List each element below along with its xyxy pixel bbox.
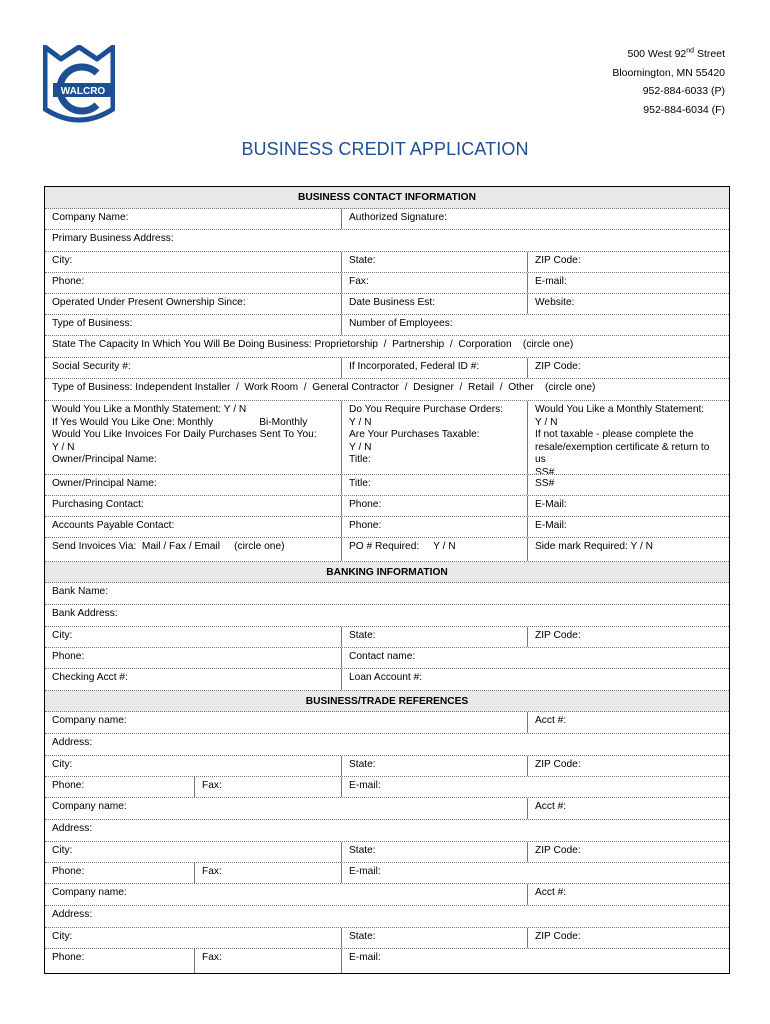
phone-field[interactable]: Phone: [52, 780, 85, 791]
form-row [45, 842, 729, 863]
ownership-since-field[interactable]: Operated Under Present Ownership Since: [52, 297, 246, 308]
bank-address-field[interactable]: Bank Address: [52, 608, 118, 619]
zip-field[interactable]: ZIP Code: [527, 252, 729, 272]
credit-application-form [44, 186, 730, 974]
fax-number: 952-884-6034 (F) [643, 103, 725, 116]
city-field[interactable]: City: [52, 845, 73, 856]
form-row [45, 949, 729, 973]
walcro-logo [43, 45, 115, 125]
business-type-options[interactable]: Type of Business: Independent Installer / Work Room / General Contractor / Designer / Retail / Other (circle one) [52, 382, 596, 393]
company-name-field[interactable]: Company Name: [52, 212, 129, 223]
form-row [45, 315, 729, 336]
phone-field[interactable]: Phone: [341, 517, 527, 537]
contact-name-field[interactable]: Contact name: [341, 648, 729, 668]
business-capacity-field[interactable]: State The Capacity In Which You Will Be Doing Business: Proprietorship / Partnership / Corporation (circle one) [52, 339, 574, 350]
resale-note: If not taxable - please complete the [535, 429, 694, 440]
form-row [45, 756, 729, 777]
logo-text: WALCRO [60, 86, 106, 97]
state-field[interactable]: State: [341, 252, 527, 272]
phone-field[interactable]: Phone: [341, 496, 527, 516]
section-title: BUSINESS CONTACT INFORMATION [298, 192, 476, 203]
section-title: BUSINESS/TRADE REFERENCES [305, 696, 469, 707]
ap-contact-field[interactable]: Accounts Payable Contact: [52, 520, 175, 531]
section-header-banking [45, 562, 729, 583]
fax-field[interactable]: Fax: [194, 863, 341, 883]
form-row [45, 669, 729, 691]
form-row [45, 712, 729, 734]
email-field[interactable]: E-mail: [341, 777, 729, 797]
phone-number: 952-884-6033 (P) [642, 85, 725, 97]
zip-field[interactable]: ZIP Code: [527, 358, 729, 378]
form-row [45, 648, 729, 669]
form-row [45, 273, 729, 294]
page-title: BUSINESS CREDIT APPLICATION [241, 139, 529, 159]
invoice-question: Would You Like Invoices For Daily Purchases Sent To You: [52, 429, 317, 440]
website-field[interactable]: Website: [527, 294, 729, 314]
phone-field[interactable]: Phone: [52, 866, 85, 877]
statement-answer: Y / N [535, 416, 558, 428]
section-title: BANKING INFORMATION [326, 567, 448, 578]
form-row [45, 820, 729, 842]
resale-preferences[interactable] [527, 401, 729, 474]
address-line2: Bloomington, MN 55420 [612, 66, 725, 79]
form-row [45, 798, 729, 820]
form-row [45, 496, 729, 517]
checking-account-field[interactable]: Checking Acct #: [52, 672, 128, 683]
zip-field[interactable]: ZIP Code: [527, 627, 729, 647]
purchase-order-preferences[interactable] [341, 401, 527, 474]
title-label: Title: [349, 454, 371, 465]
zip-field[interactable]: ZIP Code: [527, 842, 729, 862]
po-answer: Y / N [349, 416, 372, 428]
form-row [45, 538, 729, 562]
statement-frequency: If Yes Would You Like One: Monthly Bi-Monthly [52, 416, 308, 428]
purchasing-contact-field[interactable]: Purchasing Contact: [52, 499, 144, 510]
form-row [45, 230, 729, 252]
form-row [45, 475, 729, 496]
send-invoices-field[interactable]: Send Invoices Via: Mail / Fax / Email (circle one) [52, 541, 285, 552]
section-header-contact [45, 187, 729, 209]
title-field[interactable]: Title: [341, 475, 527, 495]
form-row [45, 336, 729, 358]
form-row [45, 928, 729, 949]
state-field[interactable]: State: [341, 928, 527, 948]
reference-company-field[interactable]: Company name: [52, 715, 127, 726]
state-field[interactable]: State: [341, 756, 527, 776]
email-field[interactable]: E-mail: [341, 863, 729, 883]
primary-address-field[interactable]: Primary Business Address: [52, 233, 174, 244]
reference-company-field[interactable]: Company name: [52, 887, 127, 898]
form-row [45, 863, 729, 884]
email-field[interactable]: E-Mail: [527, 496, 729, 516]
taxable-question: Are Your Purchases Taxable: [349, 429, 480, 440]
form-row [45, 884, 729, 906]
number-of-employees-field[interactable]: Number of Employees: [341, 315, 729, 335]
form-row [45, 358, 729, 379]
fax-field[interactable]: Fax: [194, 949, 341, 973]
account-number-field[interactable]: Acct #: [527, 798, 729, 819]
reference-address-field[interactable]: Address: [52, 909, 93, 920]
form-row [45, 294, 729, 315]
phone-field[interactable]: Phone: [52, 276, 85, 287]
statement-question: Would You Like a Monthly Statement: [535, 404, 705, 415]
form-row [45, 627, 729, 648]
state-field[interactable]: State: [341, 842, 527, 862]
city-field[interactable]: City: [52, 759, 73, 770]
date-established-field[interactable]: Date Business Est: [341, 294, 527, 314]
reference-address-field[interactable]: Address: [52, 823, 93, 834]
bank-name-field[interactable]: Bank Name: [52, 586, 109, 597]
form-row [45, 252, 729, 273]
phone-field[interactable]: Phone: [52, 952, 85, 963]
form-row-statements [45, 401, 729, 475]
loan-account-field[interactable]: Loan Account #: [341, 669, 729, 690]
email-field[interactable]: E-Mail: [527, 517, 729, 537]
resale-note-cont: resale/exemption certificate & return to us [535, 441, 710, 465]
authorized-signature-field[interactable]: Authorized Signature: [341, 209, 729, 229]
fax-field[interactable]: Fax: [341, 273, 527, 293]
statement-preferences[interactable] [45, 401, 341, 474]
section-header-references [45, 691, 729, 712]
form-row [45, 583, 729, 605]
account-number-field[interactable]: Acct #: [527, 712, 729, 733]
fax-field[interactable]: Fax: [194, 777, 341, 797]
reference-company-field[interactable]: Company name: [52, 801, 127, 812]
address-line1: 500 West 92nd Street [627, 47, 725, 60]
zip-field[interactable]: ZIP Code: [527, 756, 729, 776]
city-field[interactable]: City: [52, 931, 73, 942]
owner-name-label: Owner/Principal Name: [52, 454, 157, 465]
ss-field[interactable]: SS# [527, 475, 729, 495]
city-field[interactable]: City: [52, 255, 73, 266]
form-row [45, 379, 729, 401]
type-of-business-field[interactable]: Type of Business: [52, 318, 133, 329]
po-question: Do You Require Purchase Orders: [349, 404, 504, 415]
form-row [45, 777, 729, 798]
side-mark-field[interactable]: Side mark Required: Y / N [527, 538, 729, 561]
federal-id-field[interactable]: If Incorporated, Federal ID #: [341, 358, 527, 378]
phone-field[interactable]: Phone: [52, 651, 85, 662]
invoice-answer: Y / N [52, 441, 75, 453]
form-row [45, 209, 729, 230]
statement-question: Would You Like a Monthly Statement: Y / N [52, 404, 247, 415]
reference-address-field[interactable]: Address: [52, 737, 93, 748]
ss-label: SS# [535, 466, 555, 474]
form-row [45, 517, 729, 538]
owner-name-field[interactable]: Owner/Principal Name: [52, 478, 157, 489]
form-row [45, 605, 729, 627]
state-field[interactable]: State: [341, 627, 527, 647]
form-row [45, 906, 729, 928]
company-address [612, 45, 725, 119]
zip-field[interactable]: ZIP Code: [527, 928, 729, 948]
account-number-field[interactable]: Acct #: [527, 884, 729, 905]
form-row [45, 734, 729, 756]
social-security-field[interactable]: Social Security #: [52, 361, 131, 372]
email-field[interactable]: E-mail: [341, 949, 729, 973]
email-field[interactable]: E-mail: [527, 273, 729, 293]
taxable-answer: Y / N [349, 441, 372, 453]
city-field[interactable]: City: [52, 630, 73, 641]
po-required-field[interactable]: PO # Required: Y / N [341, 538, 527, 561]
